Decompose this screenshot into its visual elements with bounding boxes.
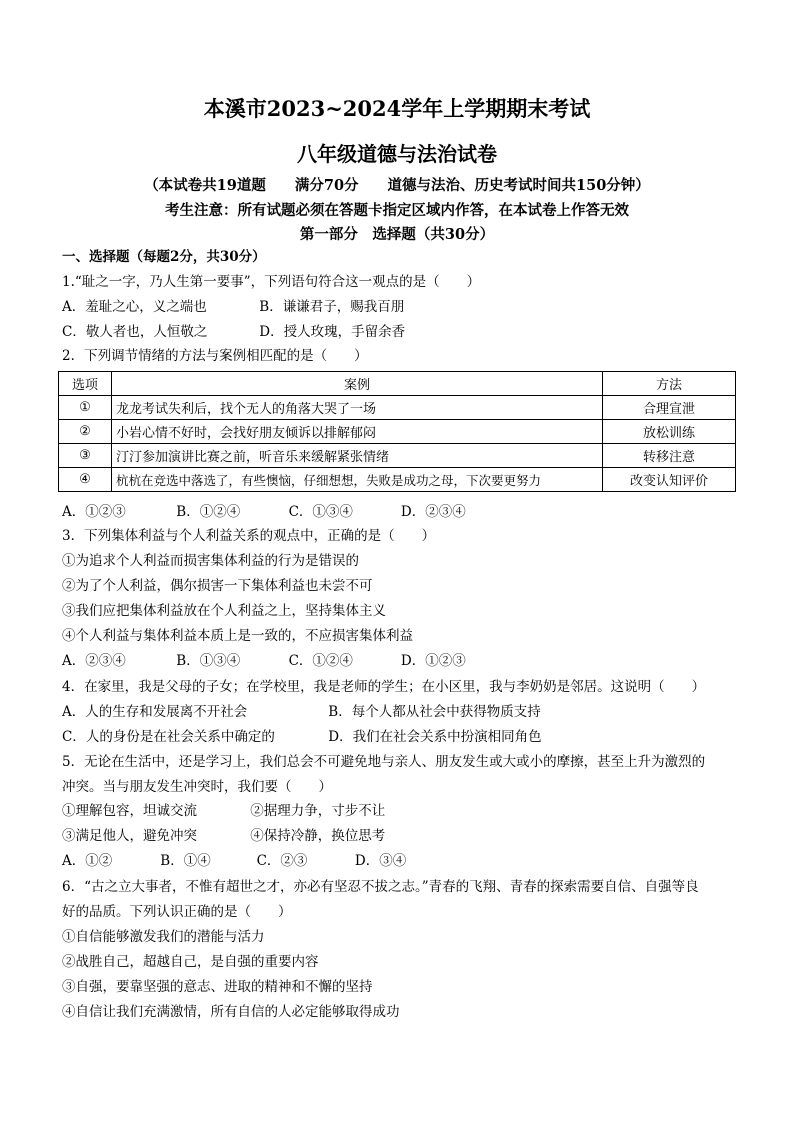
table-cell: 杭杭在竞选中落选了，有些懊恼，仔细想想，失败是成功之母，下次要更努力 [112,468,603,492]
table-cell: 汀汀参加演讲比赛之前，听音乐来缓解紧张情绪 [112,444,603,468]
q6-statement-4: ④自信让我们充满激情，所有自信的人必定能够取得成功 [62,1004,400,1020]
table-cell: 小岩心情不好时，会找好朋友倾诉以排解郁闷 [112,420,603,444]
table-row [59,468,736,492]
q5-option-a: A．①② [62,853,113,869]
q6-statement-1: ①自信能够激发我们的潜能与活力 [62,929,265,945]
table-cell: 合理宣泄 [603,396,736,420]
q2-option-d: D．②③④ [400,504,466,520]
exam-title: 本溪市2023~2024学年上学期期末考试 [203,96,591,121]
q4-option-a: A．人的生存和发展离不开社会 [62,704,248,720]
q2-stem: 2．下列调节情绪的方法与案例相匹配的是（ ） [62,348,368,364]
q4-options-row2 [62,728,542,746]
q5-statement-4: ④保持冷静，换位思考 [250,828,386,844]
q2-options [62,503,466,521]
table-cell: ① [59,396,112,420]
table-header-row [59,372,736,396]
q3-stem: 3．下列集体利益与个人利益关系的观点中，正确的是（ ） [62,528,436,544]
q6-statement-2: ②战胜自己，超越自己，是自强的重要内容 [62,954,319,970]
q5-statements-row1 [62,802,385,820]
q4-option-b: B．每个人都从社会中获得物质支持 [328,704,541,720]
q1-options-row2 [62,323,405,341]
q3-statement-1: ①为追求个人利益而损害集体利益的行为是错误的 [62,553,359,569]
table-row [59,396,736,420]
q6-statement-3: ③自强，要靠坚强的意志、进取的精神和不懈的坚持 [62,979,373,995]
q3-option-a: A．②③④ [62,653,126,669]
q4-option-d: D．我们在社会关系中扮演相同角色 [328,729,542,745]
table-cell: ④ [59,468,112,492]
q2-option-c: C．①③④ [288,504,353,520]
q1-option-a: A．羞耻之心，义之端也 [62,299,207,315]
table-cell: ② [59,420,112,444]
q3-option-b: B．①③④ [176,653,241,669]
table-row [59,444,736,468]
q2-option-a: A．①②③ [62,504,126,520]
q3-statement-2: ②为了个人利益，偶尔损害一下集体利益也未尝不可 [62,578,373,594]
table-cell: 改变认知评价 [603,468,736,492]
q5-options [62,852,406,870]
q2-table [58,371,736,492]
q3-statement-4: ④个人利益与集体利益本质上是一致的，不应损害集体利益 [62,628,413,644]
table-header: 方法 [603,372,736,396]
section-heading: 一、选择题（每题2分，共30分） [62,249,266,265]
q4-option-c: C．人的身份是在社会关系中确定的 [62,729,275,745]
exam-info: （本试卷共19道题 满分70分 道德与法治、历史考试时间共150分钟） [144,177,650,194]
table-cell: ③ [59,444,112,468]
table-header: 案例 [112,372,603,396]
q5-option-c: C．②③ [256,853,308,869]
q5-option-b: B．①④ [160,853,211,869]
q1-option-b: B．谦谦君子，赐我百朋 [259,299,405,315]
q3-option-c: C．①②④ [288,653,353,669]
q5-statement-3: ③满足他人，避免冲突 [62,828,197,844]
q6-stem-line2: 好的品质。下列认识正确的是（ ） [62,904,292,920]
q5-statements-row2 [62,827,385,845]
q5-statement-1: ①理解包容，坦诚交流 [62,803,197,819]
exam-subtitle: 八年级道德与法治试卷 [297,142,497,166]
q1-options-row1 [62,298,404,316]
q6-stem-line1: 6．“古之立大事者，不惟有超世之才，亦必有坚忍不拔之志。”青春的飞翔、青春的探索需要自信、自强等良 [62,879,699,895]
q3-statement-3: ③我们应把集体利益放在个人利益之上，坚持集体主义 [62,603,386,619]
q4-options-row1 [62,703,541,721]
q3-option-d: D．①②③ [400,653,466,669]
exam-notice: 考生注意：所有试题必须在答题卡指定区域内作答，在本试卷上作答无效 [165,202,629,219]
q2-option-b: B．①②④ [176,504,241,520]
q5-stem-line2: 冲突。当与朋友发生冲突时，我们要（ ） [62,779,332,795]
q5-option-d: D．③④ [354,853,407,869]
q5-stem-line1: 5．无论在生活中，还是学习上，我们总会不可避免地与亲人、朋友发生或大或小的摩擦，甚至上升为激烈的 [62,754,706,770]
part-heading: 第一部分 选择题（共30分） [299,226,495,243]
q3-options [62,652,466,670]
q1-option-d: D．授人玫瑰，手留余香 [259,324,406,340]
table-cell: 转移注意 [603,444,736,468]
table-row [59,420,736,444]
table-header: 选项 [59,372,112,396]
q1-stem: 1.“耻之一字，乃人生第一要事”，下列语句符合这一观点的是（ ） [62,274,481,290]
q1-option-c: C．敬人者也，人恒敬之 [62,324,208,340]
q4-stem: 4．在家里，我是父母的子女；在学校里，我是老师的学生；在小区里，我与李奶奶是邻居。这说明（ ） [62,679,706,695]
table-cell: 龙龙考试失利后，找个无人的角落大哭了一场 [112,396,603,420]
table-cell: 放松训练 [603,420,736,444]
q5-statement-2: ②据理力争，寸步不让 [250,803,386,819]
